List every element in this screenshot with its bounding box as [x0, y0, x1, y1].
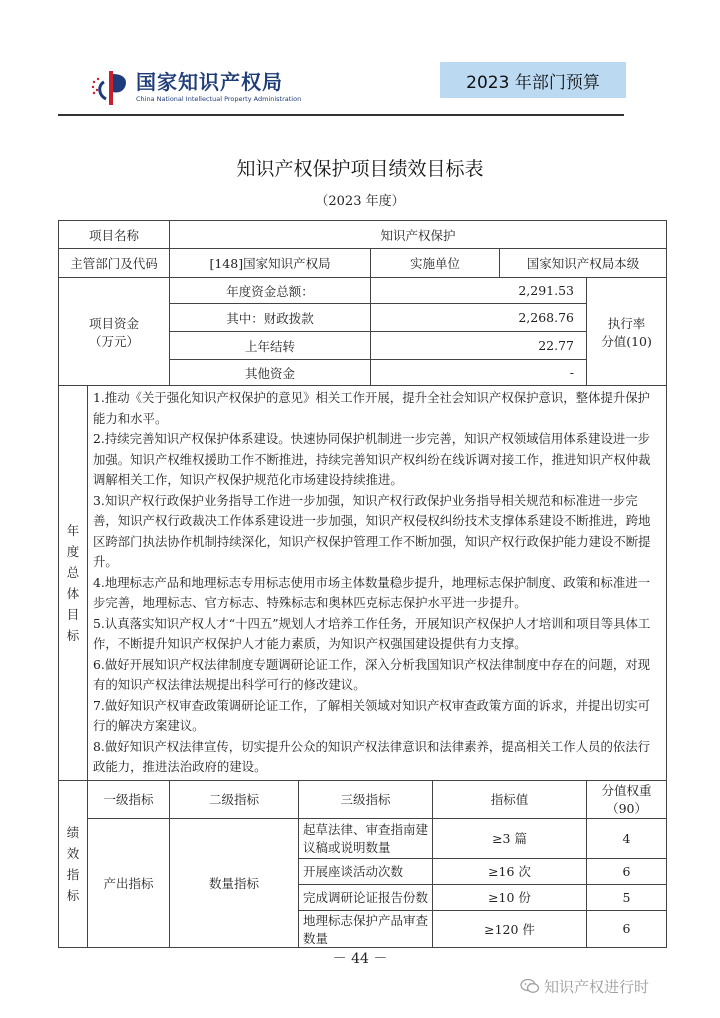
performance-indicators-label: [59, 780, 88, 947]
impl-unit-label: 实施单位: [371, 249, 500, 278]
annual-goals-label: [59, 386, 88, 781]
goal-item: 6.做好开展知识产权法律制度专题调研论证工作，深入分析我国知识产权法律制度中存在的问题，对现有的知识产权法律法规提出科学可行的修改建议。: [93, 656, 651, 692]
goal-item: 8.做好知识产权法律宣传，切实提升公众的知识产权法律意识和法律素养，提高相关工作人员的依法行政能力，推进法治政府的建设。: [93, 738, 651, 774]
level3-indicator: 开展座谈活动次数: [299, 858, 433, 884]
indicator-value: ≥10 份: [433, 884, 587, 910]
impl-unit-value: 国家知识产权局本级: [500, 249, 667, 278]
col-weight-header: [587, 780, 667, 818]
document-title: 知识产权保护项目绩效目标表: [236, 158, 484, 180]
level3-indicator: 完成调研论证报告份数: [299, 884, 433, 910]
performance-target-table: [58, 220, 667, 948]
col-value-header: 指标值: [433, 780, 587, 818]
funds-label: [59, 278, 170, 386]
goal-item: 1.推动《关于强化知识产权保护的意见》相关工作开展，提升全社会知识产权保护意识，整体提升保护能力和水平。: [93, 390, 651, 426]
funds-label-line1: 项目资金: [89, 315, 140, 331]
level2-indicator: 数量指标: [170, 818, 299, 947]
dept-value: [148]国家知识产权局: [170, 249, 371, 278]
col-weight-total: （90）: [606, 801, 647, 816]
funds-label-line2: （万元）: [89, 333, 140, 349]
goals-label-char: 度: [66, 543, 80, 559]
goals-label-char: 年: [66, 522, 80, 538]
exec-rate-cell: [587, 278, 667, 386]
logo-text-cn: 国家知识产权局: [136, 70, 283, 94]
indicator-value: ≥120 件: [433, 910, 587, 947]
exec-rate-label: 执行率: [607, 315, 646, 331]
indicator-weight: 6: [587, 910, 667, 947]
funds-other-value: -: [371, 360, 587, 386]
goals-label-char: 总: [66, 564, 80, 580]
indicator-weight: 6: [587, 858, 667, 884]
indicator-weight: 5: [587, 884, 667, 910]
col-level1-header: 一级指标: [88, 780, 170, 818]
goal-item: 4.地理标志产品和地理标志专用标志使用市场主体数量稳步提升，地理标志保护制度、政策和标准进一步完善，地理标志、官方标志、特殊标志和奥林匹克标志保护水平进一步提升。: [93, 574, 651, 610]
funds-total-value: 2,291.53: [371, 278, 587, 304]
perf-label-char: 绩: [66, 824, 80, 840]
col-level2-header: 二级指标: [170, 780, 299, 818]
funds-other-label: 其他资金: [170, 360, 371, 386]
goals-label-char: 体: [66, 585, 80, 601]
annual-goals-text: [88, 386, 667, 781]
row-indicator-header: [59, 780, 667, 818]
page-header: [0, 0, 720, 118]
budget-year-badge: 2023 年部门预算: [440, 62, 626, 98]
perf-label-char: 标: [66, 887, 80, 903]
logo-text-en: China National Intellectual Property Administration: [136, 95, 302, 103]
indicator-value: ≥16 次: [433, 858, 587, 884]
row-project-name: [59, 221, 667, 249]
col-weight-label: 分值权重: [601, 783, 652, 798]
row-funds-total: [59, 278, 667, 304]
row-department: [59, 249, 667, 278]
funds-carryover-label: 上年结转: [170, 332, 371, 360]
funds-fiscal-label: 其中：财政拨款: [170, 304, 371, 332]
funds-fiscal-value: 2,268.76: [371, 304, 587, 332]
col-level3-header: 三级指标: [299, 780, 433, 818]
goal-item: 5.认真落实知识产权人才“十四五”规划人才培养工作任务，开展知识产权保护人才培训和项目等具体工作，不断提升知识产权保护人才能力素质，为知识产权强国建设提供有力支撑。: [93, 615, 651, 651]
indicator-value: ≥3 篇: [433, 818, 587, 858]
goal-item: 2.持续完善知识产权保护体系建设。快速协同保护机制进一步完善，知识产权领域信用体系建设进一步加强。知识产权维权援助工作不断推进，持续完善知识产权纠纷在线诉调对接工作，推进知识产权仲裁调解相关工作，知识产权保护规范化市场建设持续推进。: [93, 431, 651, 487]
cnipa-logo-icon: [90, 68, 130, 108]
goal-item: 7.做好知识产权审查政策调研论证工作，了解相关领域对知识产权审查政策方面的诉求，并提出切实可行的解决方案建议。: [93, 697, 651, 733]
funds-total-label: 年度资金总额：: [170, 278, 371, 304]
level1-indicator: 产出指标: [88, 818, 170, 947]
table-row: [59, 818, 667, 858]
perf-label-char: 效: [66, 845, 80, 861]
funds-carryover-value: 22.77: [371, 332, 587, 360]
indicator-weight: 4: [587, 818, 667, 858]
wechat-icon: [520, 978, 540, 994]
exec-score-label: 分值(10): [601, 333, 652, 349]
goals-label-char: 标: [66, 627, 80, 643]
project-name-value: 知识产权保护: [170, 221, 667, 249]
dept-label: 主管部门及代码: [59, 249, 170, 278]
level3-indicator: 地理标志保护产品审查数量: [299, 910, 433, 947]
perf-label-char: 指: [66, 866, 80, 882]
row-annual-goals: [59, 386, 667, 781]
project-name-label: 项目名称: [59, 221, 170, 249]
page-number: － 44 －: [332, 951, 388, 967]
header-divider: [58, 114, 624, 116]
goal-item: 3.知识产权行政保护业务指导工作进一步加强，知识产权行政保护业务指导相关规范和标准进一步完善，知识产权行政裁决工作体系建设进一步加强，知识产权侵权纠纷技术支撑体系建设不断推进，跨地区跨部门执法协作机制持续深化，知识产权保护管理工作不断加强，知识产权行政保护能力建设不断提升。: [93, 492, 651, 569]
document-subtitle: （2023 年度）: [315, 194, 405, 209]
level3-indicator: 起草法律、审查指南建议稿或说明数量: [299, 818, 433, 858]
watermark-text: 知识产权进行时: [544, 978, 650, 996]
goals-label-char: 目: [66, 606, 80, 622]
